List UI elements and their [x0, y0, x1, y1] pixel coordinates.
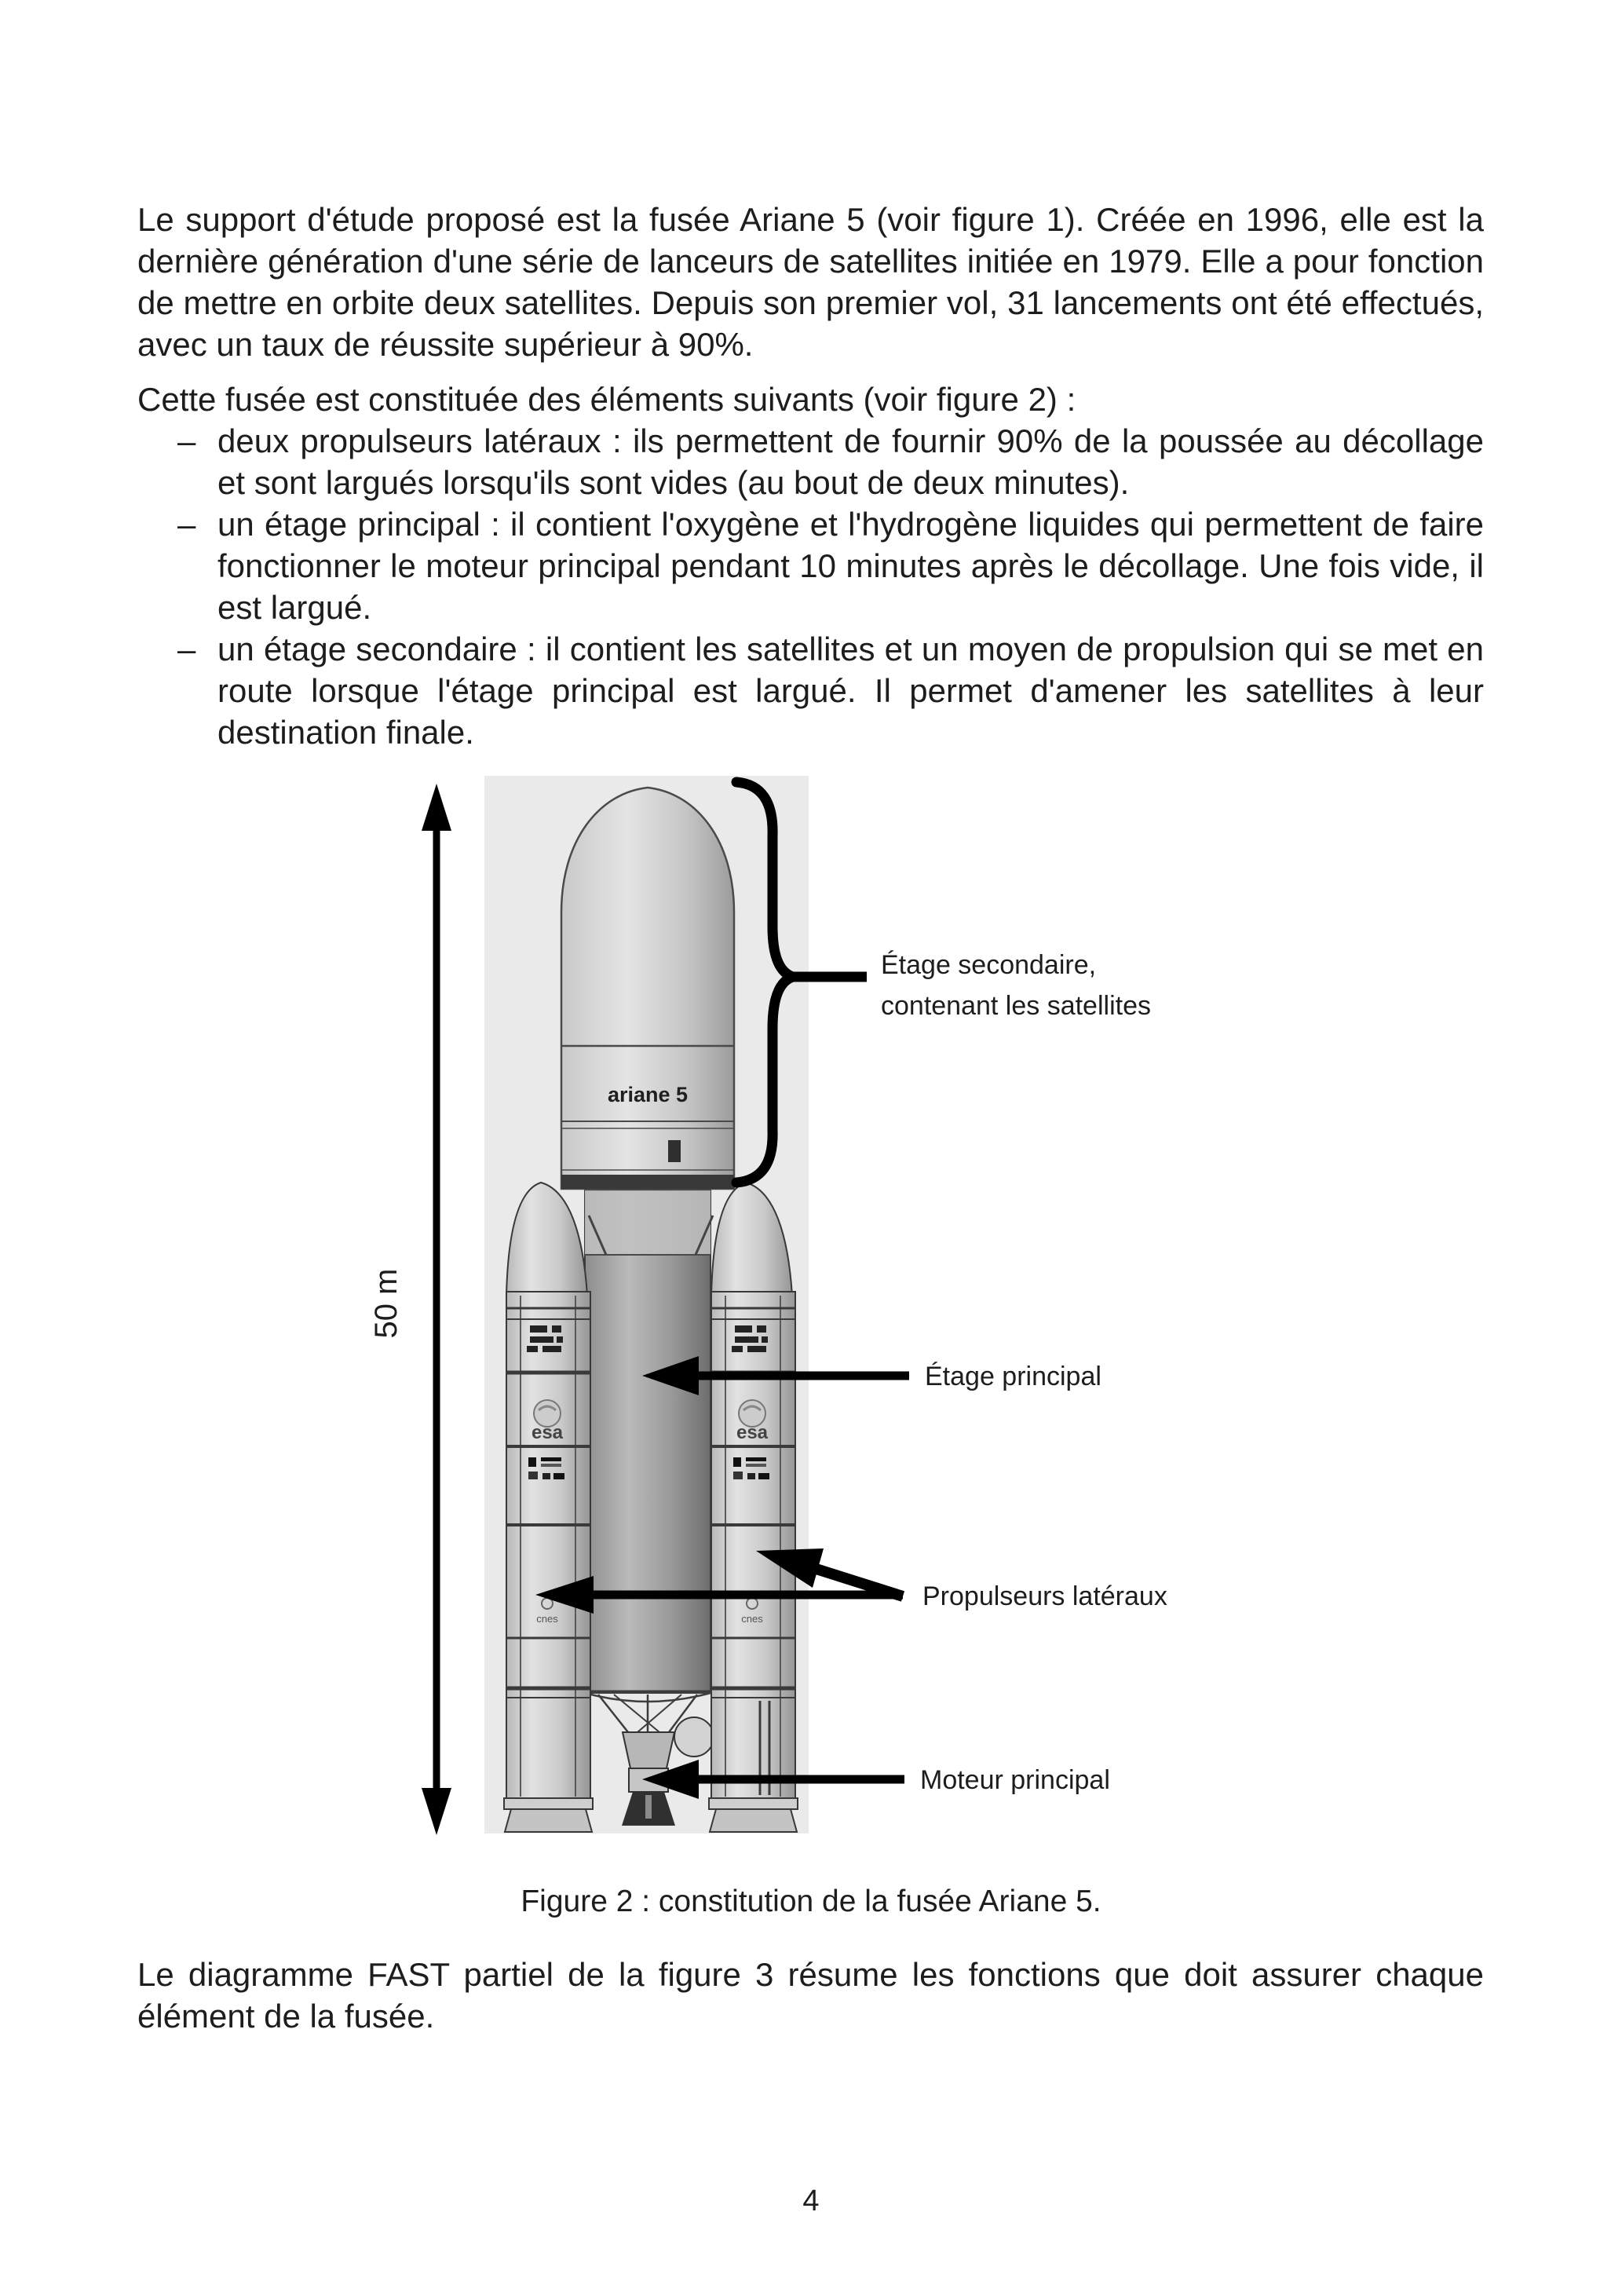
cnes-logo-text: cnes [741, 1613, 763, 1625]
list-intro: Cette fusée est constituée des éléments suivants (voir figure 2) : [137, 381, 1076, 418]
components-list [137, 420, 1484, 753]
small-emblem [668, 1140, 681, 1162]
height-label: 50 m [369, 1268, 404, 1339]
list-dash: – [177, 506, 196, 543]
list-dash: – [177, 422, 196, 459]
intro-paragraph: Le support d'étude proposé est la fusée Ariane 5 (voir figure 1). Créée en 1996, elle est la dernière génération d'une série de lanceurs de satellites initiée en 1979. Elle a pour fonction de mettre en orbite deux satellites. Depuis son premier vol, 31 lancements ont été effectués, avec un taux de réussite supérieur à 90%. [137, 201, 1484, 363]
figure-2-rocket-diagram [314, 770, 1622, 1861]
label-secondary-stage-line2: contenant les satellites [881, 991, 1151, 1021]
label-engine: Moteur principal [920, 1765, 1110, 1795]
closing-paragraph: Le diagramme FAST partiel de la figure 3 résume les fonctions que doit assurer chaque élément de la fusée. [137, 1956, 1484, 2035]
ariane5-marking: ariane 5 [607, 1083, 689, 1106]
list-item [137, 503, 1484, 628]
list-dash: – [177, 631, 196, 667]
esa-logo-text: esa [736, 1422, 769, 1443]
label-secondary-stage-line1: Étage secondaire, [881, 950, 1097, 980]
esa-logo-text: esa [531, 1422, 564, 1443]
composition-section [137, 378, 1484, 753]
fairing-drawing [561, 788, 734, 1189]
label-boosters: Propulseurs latéraux [922, 1581, 1167, 1611]
list-item [137, 628, 1484, 753]
core-stage-drawing [585, 1190, 711, 1702]
engine-sphere-tank [674, 1717, 714, 1757]
figure-caption: Figure 2 : constitution de la fusée Ariane 5. [521, 1885, 1101, 1918]
list-item-text: un étage principal : il contient l'oxygène et l'hydrogène liquides qui permettent de faire fonctionner le moteur principal pendant 10 minutes après le décollage. Une fois vide, il est largué. [217, 506, 1484, 626]
label-main-stage: Étage principal [925, 1362, 1101, 1391]
arrowhead-down-icon [422, 1788, 451, 1835]
cnes-logo-text: cnes [536, 1613, 558, 1625]
list-item-text: un étage secondaire : il contient les satellites et un moyen de propulsion qui se met en route lorsque l'étage principal est largué. Il permet d'amener les satellites à leur destination finale. [217, 631, 1484, 751]
list-item-text: deux propulseurs latéraux : ils permettent de fournir 90% de la poussée au décollage et sont largués lorsqu'ils sont vides (au bout de deux minutes). [217, 422, 1484, 501]
page-number: 4 [802, 2184, 820, 2217]
list-item [137, 420, 1484, 503]
arrowhead-up-icon [422, 784, 451, 831]
height-measure-arrow [369, 784, 451, 1835]
